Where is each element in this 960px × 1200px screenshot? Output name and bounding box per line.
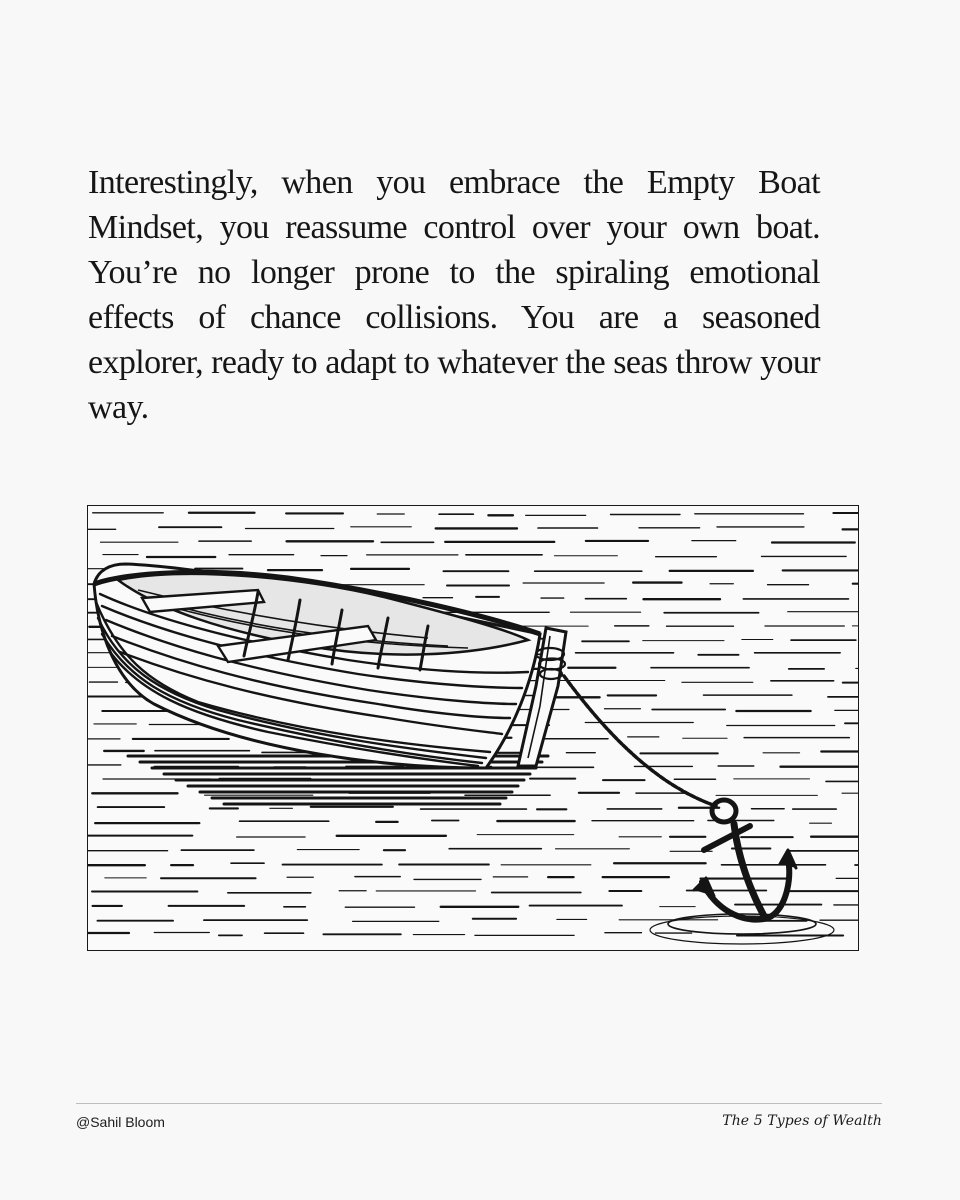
author-handle: @Sahil Bloom: [76, 1114, 165, 1130]
brand-wordmark: The 5 Types of Wealth: [722, 1113, 882, 1129]
anchor-icon: [694, 800, 796, 920]
footer-divider: [76, 1103, 882, 1104]
body-paragraph: Interestingly, when you embrace the Empty Boat Mindset, you reassume control over your own boat. You’re no longer prone to the spiraling emotional effects of chance collisions. You are a seasoned explorer, ready to adapt to whatever the seas throw your way.: [88, 164, 820, 426]
rowboat-icon: [94, 564, 566, 768]
boat-anchor-illustration: [87, 505, 859, 951]
